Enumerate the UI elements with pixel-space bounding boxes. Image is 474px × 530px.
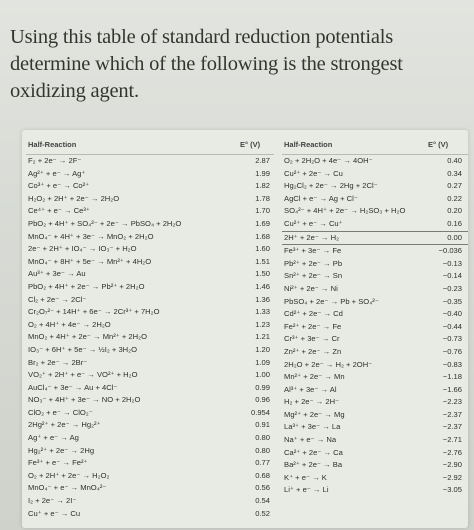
table-row	[282, 321, 468, 334]
potential-value: −0.23	[442, 283, 462, 293]
potential-value: −2.92	[442, 472, 462, 482]
potential-value: −0.73	[442, 334, 462, 344]
potential-value: 0.54	[255, 496, 270, 506]
potential-value: 1.21	[255, 332, 270, 342]
potential-value: 1.33	[255, 307, 270, 317]
potential-value: −0.13	[442, 258, 462, 268]
potential-value: 0.91	[255, 420, 270, 430]
potential-value: 2.87	[255, 156, 270, 165]
half-reaction-text: Na⁺ + e⁻ → Na	[284, 435, 337, 445]
half-reaction-text: La³⁺ + 3e⁻ → La	[284, 422, 341, 432]
table-row	[26, 306, 274, 319]
half-reaction-text: Ag⁺ + e⁻ → Ag	[28, 433, 79, 443]
potential-value: 0.56	[255, 483, 270, 493]
potential-value: 1.82	[255, 181, 270, 191]
potential-value: 1.51	[255, 256, 270, 266]
table-row	[26, 445, 274, 458]
half-reaction-text: 2e⁻ + 2H⁺ + IO₄⁻ → IO₃⁻ + H₂O	[28, 244, 137, 254]
half-reaction-text: Cd²⁺ + 2e⁻ → Cd	[284, 309, 343, 319]
table-row	[26, 281, 274, 294]
potential-value: −2.90	[442, 460, 462, 470]
half-reaction-text: Mn²⁺ + 2e⁻ → Mn	[284, 372, 345, 382]
potential-value: 0.27	[447, 181, 462, 191]
half-reaction-text: SO₄²⁻ + 4H⁺ + 2e⁻ → H₂SO₃ + H₂O	[284, 206, 406, 216]
half-reaction-text: Cr₂O₇²⁻ + 14H⁺ + 6e⁻ → 2Cr³⁺ + 7H₂O	[28, 307, 160, 317]
table-row	[282, 308, 468, 321]
table-row	[26, 344, 274, 357]
half-reaction-text: Ba²⁺ + 2e⁻ → Ba	[284, 460, 343, 470]
header-potential: E° (V)	[428, 140, 449, 149]
half-reaction-text: MnO₄⁻ + 8H⁺ + 5e⁻ → Mn²⁺ + 4H₂O	[28, 256, 152, 266]
header-half-reaction: Half-Reaction	[284, 140, 333, 149]
reduction-potentials-table	[22, 130, 468, 528]
potential-value: 1.99	[255, 168, 270, 178]
potential-value: −0.036	[438, 246, 462, 256]
table-row	[26, 432, 274, 445]
table-row	[26, 357, 274, 370]
table-row	[26, 508, 274, 521]
half-reaction-text: Ni²⁺ + 2e⁻ → Ni	[284, 283, 338, 293]
potential-value: 1.68	[255, 231, 270, 241]
table-row	[282, 434, 468, 447]
half-reaction-text: Zn²⁺ + 2e⁻ → Zn	[284, 346, 342, 356]
potential-value: 0.00	[447, 232, 462, 242]
table-row	[282, 258, 468, 271]
potential-value: 1.69	[255, 218, 270, 228]
potential-value: 1.09	[255, 357, 270, 367]
potential-value: 0.40	[447, 156, 462, 165]
half-reaction-text: Mg²⁺ + 2e⁻ → Mg	[284, 409, 345, 419]
table-row	[26, 193, 274, 206]
table-row	[282, 359, 468, 372]
half-reaction-text: Li⁺ + e⁻ → Li	[284, 485, 329, 495]
table-row	[282, 205, 468, 218]
potential-value: 0.954	[250, 407, 270, 417]
table-row	[26, 319, 274, 332]
potential-value: −2.76	[442, 447, 462, 457]
half-reaction-text: MnO₄⁻ + 4H⁺ + 3e⁻ → MnO₂ + 2H₂O	[28, 231, 154, 241]
half-reaction-text: H₂ + 2e⁻ → 2H⁻	[284, 397, 340, 407]
potential-value: −3.05	[442, 485, 462, 495]
potential-value: −2.23	[442, 397, 462, 407]
right-rows	[282, 155, 468, 497]
table-row	[282, 231, 468, 246]
half-reaction-text: 2H₂O + 2e⁻ → H₂ + 2OH⁻	[284, 359, 373, 369]
half-reaction-text: Sn²⁺ + 2e⁻ → Sn	[284, 271, 343, 281]
table-row	[282, 371, 468, 384]
table-row	[26, 256, 274, 269]
potential-value: −1.66	[442, 384, 462, 394]
table-row	[26, 419, 274, 432]
potential-value: −0.14	[442, 271, 462, 281]
half-reaction-text: PbSO₄ + 2e⁻ → Pb + SO₄²⁻	[284, 296, 379, 306]
half-reaction-text: AuCl₄⁻ + 3e⁻ → Au + 4Cl⁻	[28, 382, 118, 392]
table-row	[282, 180, 468, 193]
half-reaction-text: IO₃⁻ + 6H⁺ + 5e⁻ → ½I₂ + 3H₂O	[28, 344, 138, 354]
table-header-left	[26, 138, 274, 155]
half-reaction-text: Fe²⁺ + 2e⁻ → Fe	[284, 321, 342, 331]
half-reaction-text: H₂O₂ + 2H⁺ + 2e⁻ → 2H₂O	[28, 193, 120, 203]
header-potential: E° (V)	[240, 140, 261, 149]
half-reaction-text: PbO₂ + 4H⁺ + SO₄²⁻ + 2e⁻ → PbSO₄ + 2H₂O	[28, 218, 182, 228]
potential-value: 0.99	[255, 382, 270, 392]
potential-value: 1.70	[255, 206, 270, 216]
potential-value: −0.83	[442, 359, 462, 369]
potential-value: −0.40	[442, 309, 462, 319]
table-row	[282, 245, 468, 258]
table-row	[282, 168, 468, 181]
half-reaction-text: VO₂⁺ + 2H⁺ + e⁻ → VO²⁺ + H₂O	[28, 370, 138, 380]
table-row	[26, 155, 274, 168]
half-reaction-text: Au³⁺ + 3e⁻ → Au	[28, 269, 86, 279]
half-reaction-text: Cu²⁺ + e⁻ → Cu⁺	[284, 218, 343, 228]
table-row	[282, 447, 468, 460]
table-row	[26, 369, 274, 382]
left-rows	[26, 155, 274, 520]
table-row	[282, 384, 468, 397]
potential-value: 0.20	[447, 206, 462, 216]
half-reaction-text: Cu⁺ + e⁻ → Cu	[28, 508, 81, 518]
half-reaction-text: MnO₂ + 4H⁺ + 2e⁻ → Mn²⁺ + 2H₂O	[28, 332, 147, 342]
table-row	[282, 346, 468, 359]
potential-value: 0.96	[255, 395, 270, 405]
potential-value: 0.16	[447, 218, 462, 228]
potential-value: −2.71	[442, 435, 462, 445]
table-row	[282, 409, 468, 422]
table-row	[26, 470, 274, 483]
half-reaction-text: Ag²⁺ + e⁻ → Ag⁺	[28, 168, 86, 178]
half-reaction-text: K⁺ + e⁻ → K	[284, 472, 327, 482]
table-row	[26, 205, 274, 218]
table-row	[26, 294, 274, 307]
half-reaction-text: O₂ + 4H⁺ + 4e⁻ → 2H₂O	[28, 319, 111, 329]
table-row	[26, 394, 274, 407]
potential-value: 1.00	[255, 370, 270, 380]
half-reaction-text: Co³⁺ + e⁻ → Co²⁺	[28, 181, 90, 191]
half-reaction-text: Ca²⁺ + 2e⁻ → Ca	[284, 447, 343, 457]
question-text: Using this table of standard reduction potentials determine which of the following is the strongest oxidizing agent.	[10, 26, 403, 102]
table-row	[26, 407, 274, 420]
potential-value: 0.80	[255, 433, 270, 443]
table-row	[282, 396, 468, 409]
table-left-column	[26, 138, 274, 520]
potential-value: 1.46	[255, 281, 270, 291]
potential-value: 0.52	[255, 508, 270, 518]
half-reaction-text: Cu²⁺ + 2e⁻ → Cu	[284, 168, 343, 178]
table-row	[26, 243, 274, 256]
potential-value: 1.36	[255, 294, 270, 304]
table-row	[282, 270, 468, 283]
potential-value: 1.20	[255, 344, 270, 354]
half-reaction-text: NO₃⁻ + 4H⁺ + 3e⁻ → NO + 2H₂O	[28, 395, 141, 405]
potential-value: −2.37	[442, 409, 462, 419]
table-row	[282, 484, 468, 497]
table-row	[282, 421, 468, 434]
half-reaction-text: Br₂ + 2e⁻ → 2Br⁻	[28, 357, 88, 367]
table-row	[26, 231, 274, 244]
half-reaction-text: Fe³⁺ + 3e⁻ → Fe	[284, 246, 342, 256]
half-reaction-text: Ce⁴⁺ + e⁻ → Ce³⁺	[28, 206, 90, 216]
half-reaction-text: MnO₄⁻ + e⁻ → MnO₄²⁻	[28, 483, 107, 493]
potential-value: −1.18	[442, 372, 462, 382]
table-row	[26, 218, 274, 231]
potential-value: 0.34	[447, 168, 462, 178]
table-row	[282, 333, 468, 346]
half-reaction-text: I₂ + 2e⁻ → 2I⁻	[28, 496, 77, 506]
potential-value: 0.77	[255, 458, 270, 468]
half-reaction-text: Hg₂²⁺ + 2e⁻ → 2Hg	[28, 445, 95, 455]
potential-value: 1.78	[255, 193, 270, 203]
header-half-reaction: Half-Reaction	[28, 140, 77, 149]
table-row	[26, 457, 274, 470]
potential-value: 0.22	[447, 193, 462, 203]
half-reaction-text: AgCl + e⁻ → Ag + Cl⁻	[284, 193, 358, 203]
table-row	[26, 168, 274, 181]
half-reaction-text: F₂ + 2e⁻ → 2F⁻	[28, 156, 82, 165]
table-header-right	[282, 138, 468, 155]
table-row	[26, 382, 274, 395]
half-reaction-text: 2Hg²⁺ + 2e⁻ → Hg₂²⁺	[28, 420, 101, 430]
half-reaction-text: Pb²⁺ + 2e⁻ → Pb	[284, 258, 343, 268]
table-right-column	[282, 138, 468, 497]
potential-value: 0.80	[255, 445, 270, 455]
half-reaction-text: Al³⁺ + 3e⁻ → Al	[284, 384, 337, 394]
potential-value: 1.50	[255, 269, 270, 279]
half-reaction-text: O₂ + 2H⁺ + 2e⁻ → H₂O₂	[28, 470, 110, 480]
potential-value: −0.44	[442, 321, 462, 331]
table-row	[282, 459, 468, 472]
potential-value: 1.23	[255, 319, 270, 329]
half-reaction-text: ClO₂ + e⁻ → ClO₂⁻	[28, 407, 93, 417]
table-row	[26, 180, 274, 193]
half-reaction-text: O₂ + 2H₂O + 4e⁻ → 4OH⁻	[284, 156, 373, 165]
half-reaction-text: Cr³⁺ + 3e⁻ → Cr	[284, 334, 340, 344]
half-reaction-text: PbO₂ + 4H⁺ + 2e⁻ → Pb²⁺ + 2H₂O	[28, 281, 145, 291]
table-row	[282, 283, 468, 296]
table-row	[282, 472, 468, 485]
potential-value: 0.68	[255, 470, 270, 480]
table-row	[282, 296, 468, 309]
table-row	[282, 218, 468, 231]
potential-value: −0.76	[442, 346, 462, 356]
potential-value: −0.35	[442, 296, 462, 306]
table-row	[282, 193, 468, 206]
half-reaction-text: Hg₂Cl₂ + 2e⁻ → 2Hg + 2Cl⁻	[284, 181, 378, 191]
half-reaction-text: 2H⁺ + 2e⁻ → H₂	[284, 232, 340, 242]
half-reaction-text: Cl₂ + 2e⁻ → 2Cl⁻	[28, 294, 87, 304]
table-row	[26, 482, 274, 495]
potential-value: −2.37	[442, 422, 462, 432]
half-reaction-text: Fe³⁺ + e⁻ → Fe²⁺	[28, 458, 88, 468]
table-row	[26, 268, 274, 281]
table-row	[282, 155, 468, 168]
table-row	[26, 331, 274, 344]
table-row	[26, 495, 274, 508]
potential-value: 1.60	[255, 244, 270, 254]
